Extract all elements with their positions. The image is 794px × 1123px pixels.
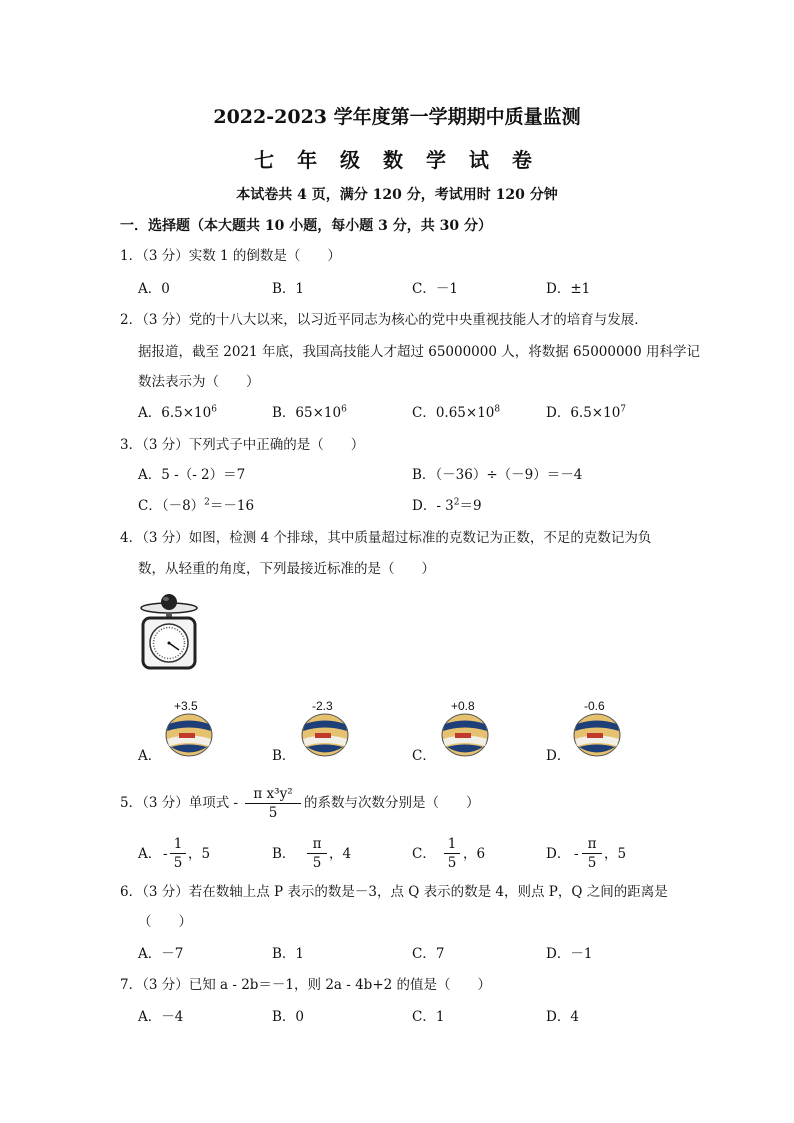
question-6-line-1: 6．（3 分）若在数轴上点 P 表示的数是－3，点 Q 表示的数是 4，则点 P，Q 之间的距离是 bbox=[120, 884, 668, 900]
q7-option-c: C．1 bbox=[412, 1009, 445, 1025]
q3-option-d: D．- $3^2=9$ bbox=[412, 497, 482, 514]
question-5-prefix: 5．（3 分）单项式 - bbox=[120, 795, 239, 811]
fraction-bar bbox=[307, 853, 327, 854]
q4-option-c-value: +0.8 bbox=[451, 699, 475, 713]
q5-option-c-tail: ，6 bbox=[463, 846, 486, 862]
exam-info: 本试卷共 4 页，满分 120 分，考试用时 120 分钟 bbox=[236, 187, 558, 203]
q5-option-d-sign: - bbox=[574, 846, 579, 862]
q4-option-a-letter: A． bbox=[138, 748, 162, 764]
q2-option-d: D．$6.5\times 10^7$ bbox=[546, 404, 627, 421]
q7-option-b: B．0 bbox=[272, 1009, 305, 1025]
monomial-denominator: 5 bbox=[268, 805, 278, 821]
q5-option-b-fraction bbox=[307, 836, 327, 871]
q6-option-c: C．7 bbox=[412, 946, 445, 962]
question-2-line-2: 据报道，截至 2021 年底，我国高技能人才超过 65000000 人，将数据 65000000 用科学记 bbox=[138, 344, 701, 360]
volleyball-icon bbox=[441, 713, 489, 757]
exam-title: 2022-2023 学年度第一学期期中质量监测 bbox=[213, 106, 581, 128]
q7-option-a: A．－4 bbox=[138, 1009, 184, 1025]
q5-option-a-tail: ，5 bbox=[188, 846, 211, 862]
question-7-stem: 7．（3 分）已知 a - 2b＝－1，则 2a - 4b+2 的值是（ ） bbox=[120, 977, 492, 993]
q5-option-a-letter: A． bbox=[138, 846, 162, 862]
scale-image bbox=[138, 594, 200, 672]
q6-option-d: D．－1 bbox=[546, 946, 593, 962]
q5-option-a-sign: - bbox=[163, 846, 168, 862]
fraction-bar bbox=[582, 853, 602, 854]
question-4-line-2: 数，从轻重的角度，下列最接近标准的是（ ） bbox=[138, 561, 435, 577]
fraction-numerator: π bbox=[587, 836, 597, 852]
volleyball-icon bbox=[301, 713, 349, 757]
volleyball-icon bbox=[165, 713, 213, 757]
q5-option-d-fraction bbox=[582, 836, 602, 871]
q4-option-b-value: -2.3 bbox=[312, 699, 333, 713]
section-heading: 一．选择题（本大题共 10 小题，每小题 3 分，共 30 分） bbox=[120, 218, 492, 234]
fraction-denominator: 5 bbox=[587, 855, 597, 871]
q5-option-b-letter: B． bbox=[272, 846, 296, 862]
q1-option-d: D．±1 bbox=[546, 281, 591, 297]
q4-option-b-letter: B． bbox=[272, 748, 296, 764]
q2-option-a: A．$6.5\times 10^6$ bbox=[138, 404, 217, 421]
fraction-numerator: 1 bbox=[173, 836, 183, 852]
q5-option-d-letter: D． bbox=[546, 846, 571, 862]
question-5-suffix: 的系数与次数分别是（ ） bbox=[304, 795, 480, 811]
q1-option-b: B．1 bbox=[272, 281, 305, 297]
q5-option-a-fraction bbox=[170, 836, 186, 871]
q2-option-c: C．$0.65\times 10^8$ bbox=[412, 404, 501, 421]
volleyball-icon bbox=[573, 713, 621, 757]
q1-option-a: A．0 bbox=[138, 281, 170, 297]
q3-option-a: A．5 -（- 2）＝7 bbox=[138, 467, 246, 483]
fraction-denominator: 5 bbox=[312, 855, 322, 871]
q1-option-c: C．－1 bbox=[412, 281, 458, 297]
q3-option-c: C．$(-8)^2=-16$ bbox=[138, 497, 255, 514]
q4-option-d-letter: D． bbox=[546, 748, 571, 764]
fraction-numerator: π bbox=[312, 836, 322, 852]
question-1-stem: 1．（3 分）实数 1 的倒数是（ ） bbox=[120, 248, 341, 264]
fraction-bar bbox=[444, 853, 460, 854]
q3-option-b: B．（－36）÷（－9）＝－4 bbox=[412, 467, 583, 483]
q4-option-d-value: -0.6 bbox=[584, 699, 605, 713]
fraction-bar bbox=[245, 803, 301, 804]
question-2-line-3: 数法表示为（ ） bbox=[138, 374, 260, 390]
fraction-denominator: 5 bbox=[173, 855, 183, 871]
q5-option-c-fraction bbox=[444, 836, 460, 871]
q4-option-c-letter: C． bbox=[412, 748, 436, 764]
fraction-denominator: 5 bbox=[447, 855, 457, 871]
q5-option-c-letter: C． bbox=[412, 846, 436, 862]
question-4-line-1: 4．（3 分）如图，检测 4 个排球，其中质量超过标准的克数记为正数，不足的克数记为负 bbox=[120, 530, 652, 546]
monomial-fraction bbox=[245, 786, 301, 821]
q4-option-a-value: +3.5 bbox=[174, 699, 198, 713]
q6-option-a: A．－7 bbox=[138, 946, 184, 962]
fraction-bar bbox=[170, 853, 186, 854]
exam-subtitle: 七 年 级 数 学 试 卷 bbox=[254, 148, 540, 172]
q2-option-b: B．$65\times 10^6$ bbox=[272, 404, 347, 421]
question-2-line-1: 2．（3 分）党的十八大以来，以习近平同志为核心的党中央重视技能人才的培育与发展． bbox=[120, 312, 648, 328]
q6-option-b: B．1 bbox=[272, 946, 305, 962]
fraction-numerator: 1 bbox=[447, 836, 457, 852]
q5-option-d-tail: ，5 bbox=[604, 846, 627, 862]
question-6-line-2: （ ） bbox=[138, 914, 192, 930]
question-3-stem: 3．（3 分）下列式子中正确的是（ ） bbox=[120, 437, 365, 453]
q7-option-d: D．4 bbox=[546, 1009, 579, 1025]
monomial-numerator: π x³y² bbox=[253, 786, 293, 802]
q5-option-b-tail: ，4 bbox=[329, 846, 352, 862]
